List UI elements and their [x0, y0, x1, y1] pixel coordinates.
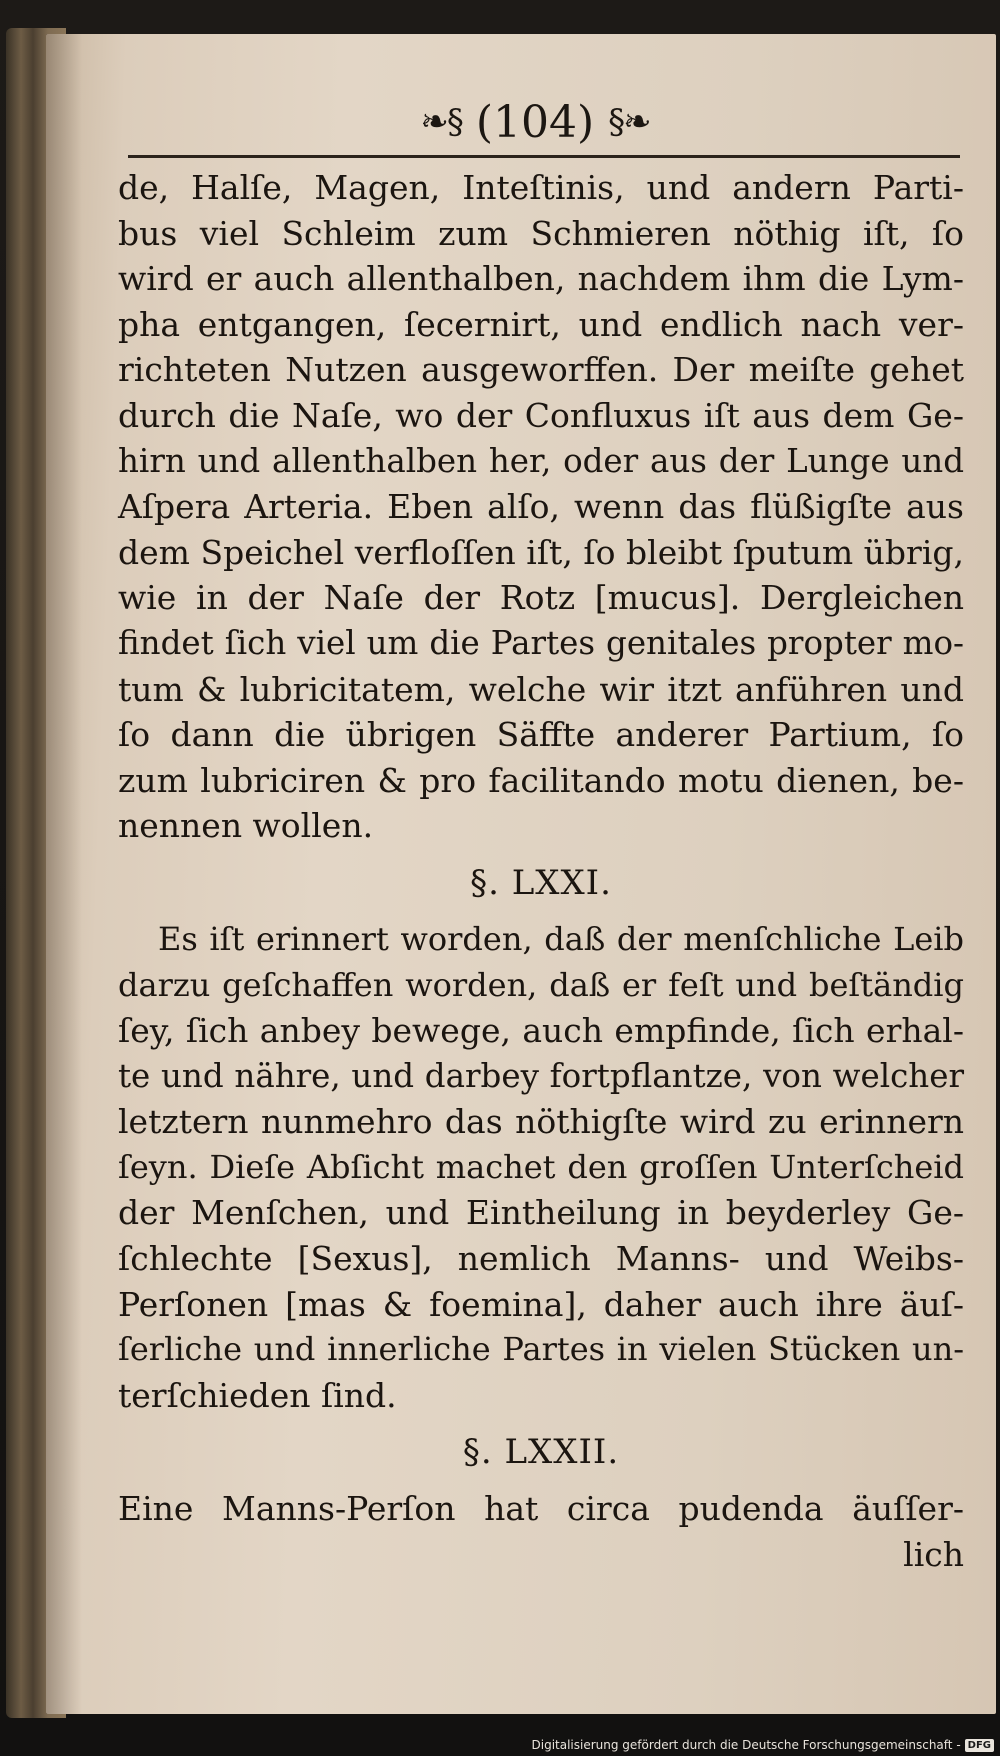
text-line: ſo dann die übrigen Säffte anderer Partium, ſo — [118, 715, 964, 755]
dfg-logo: DFG — [965, 1739, 994, 1752]
paragraph-1 — [118, 165, 964, 849]
text-line: pha entgangen, ſecernirt, und endlich nach ver- — [118, 304, 964, 344]
text-line: darzu geſchaffen worden, daß er feſt und beſtändig — [118, 965, 964, 1004]
right-ornament-icon: §❧ — [608, 102, 650, 142]
text-line: te und nähre, und darbey fortpflantze, von welcher — [118, 1056, 964, 1095]
text-line: zum lubriciren & pro facilitando motu dienen, be- — [118, 760, 964, 800]
text-line: dem Speichel verfloſſen iſt, ſo bleibt ſputum übrig, — [118, 532, 964, 572]
text-line: hirn und allenthalben her, oder aus der Lunge und — [118, 441, 964, 480]
text-line: Eine Manns-Perſon hat circa pudenda äuſſer- — [118, 1489, 964, 1529]
paragraph-3 — [118, 1486, 964, 1577]
text-line: de, Halſe, Magen, Inteſtinis, und andern Parti- — [118, 168, 964, 207]
text-line: wie in der Naſe der Rotz [mucus]. Dergleichen — [118, 578, 964, 618]
paragraph-2 — [118, 917, 964, 1419]
text-line: ſchlechte [Sexus], nemlich Manns- und Weibs- — [118, 1239, 964, 1279]
credit-text: Digitalisierung gefördert durch die Deutsche Forschungsgemeinschaft - — [531, 1738, 961, 1752]
header-rule — [128, 155, 960, 158]
digitization-credit — [532, 1738, 995, 1752]
text-line: durch die Naſe, wo der Confluxus iſt aus dem Ge- — [118, 395, 964, 435]
text-line: letztern nunmehro das nöthigſte wird zu erinnern — [118, 1102, 964, 1142]
text-line: Es iſt erinnert worden, daß der menſchliche Leib — [158, 919, 964, 958]
page-text — [118, 165, 964, 1578]
text-line: ſey, ſich anbey bewege, auch empfinde, ſich erhal- — [118, 1011, 964, 1051]
text-line: Perſonen [mas & foemina], daher auch ihre äuſ- — [118, 1284, 964, 1324]
left-ornament-icon: ❧§ — [420, 102, 462, 142]
text-line: Aſpera Arteria. Eben alſo, wenn das flüßigſte aus — [118, 487, 964, 527]
text-line: terſchieden ſind. — [118, 1375, 397, 1415]
page-number: (104) — [475, 96, 595, 148]
text-line: ſeyn. Dieſe Abſicht machet den groſſen Unterſcheid — [118, 1147, 964, 1186]
text-line: findet ſich viel um die Partes genitales propter mo- — [118, 623, 964, 662]
gutter-shadow — [46, 34, 82, 1714]
text-line: wird er auch allenthalben, nachdem ihm die Lym- — [118, 259, 964, 299]
text-line: bus viel Schleim zum Schmieren nöthig iſt, ſo — [118, 213, 964, 253]
text-line: ſerliche und innerliche Partes in vielen Stücken un- — [118, 1330, 964, 1369]
page-header — [370, 92, 700, 152]
text-line: der Menſchen, und Eintheilung in beyderley Ge- — [118, 1193, 964, 1233]
section-heading-lxxi: §. LXXI. — [470, 862, 612, 903]
text-line: richteten Nutzen ausgeworffen. Der meiſte gehet — [118, 350, 964, 390]
text-line: tum & lubricitatem, welche wir itzt anführen und — [118, 669, 964, 709]
text-line: nennen wollen. — [118, 806, 374, 846]
catchword: lich — [903, 1535, 964, 1575]
section-heading-lxxii: §. LXXII. — [462, 1432, 620, 1473]
